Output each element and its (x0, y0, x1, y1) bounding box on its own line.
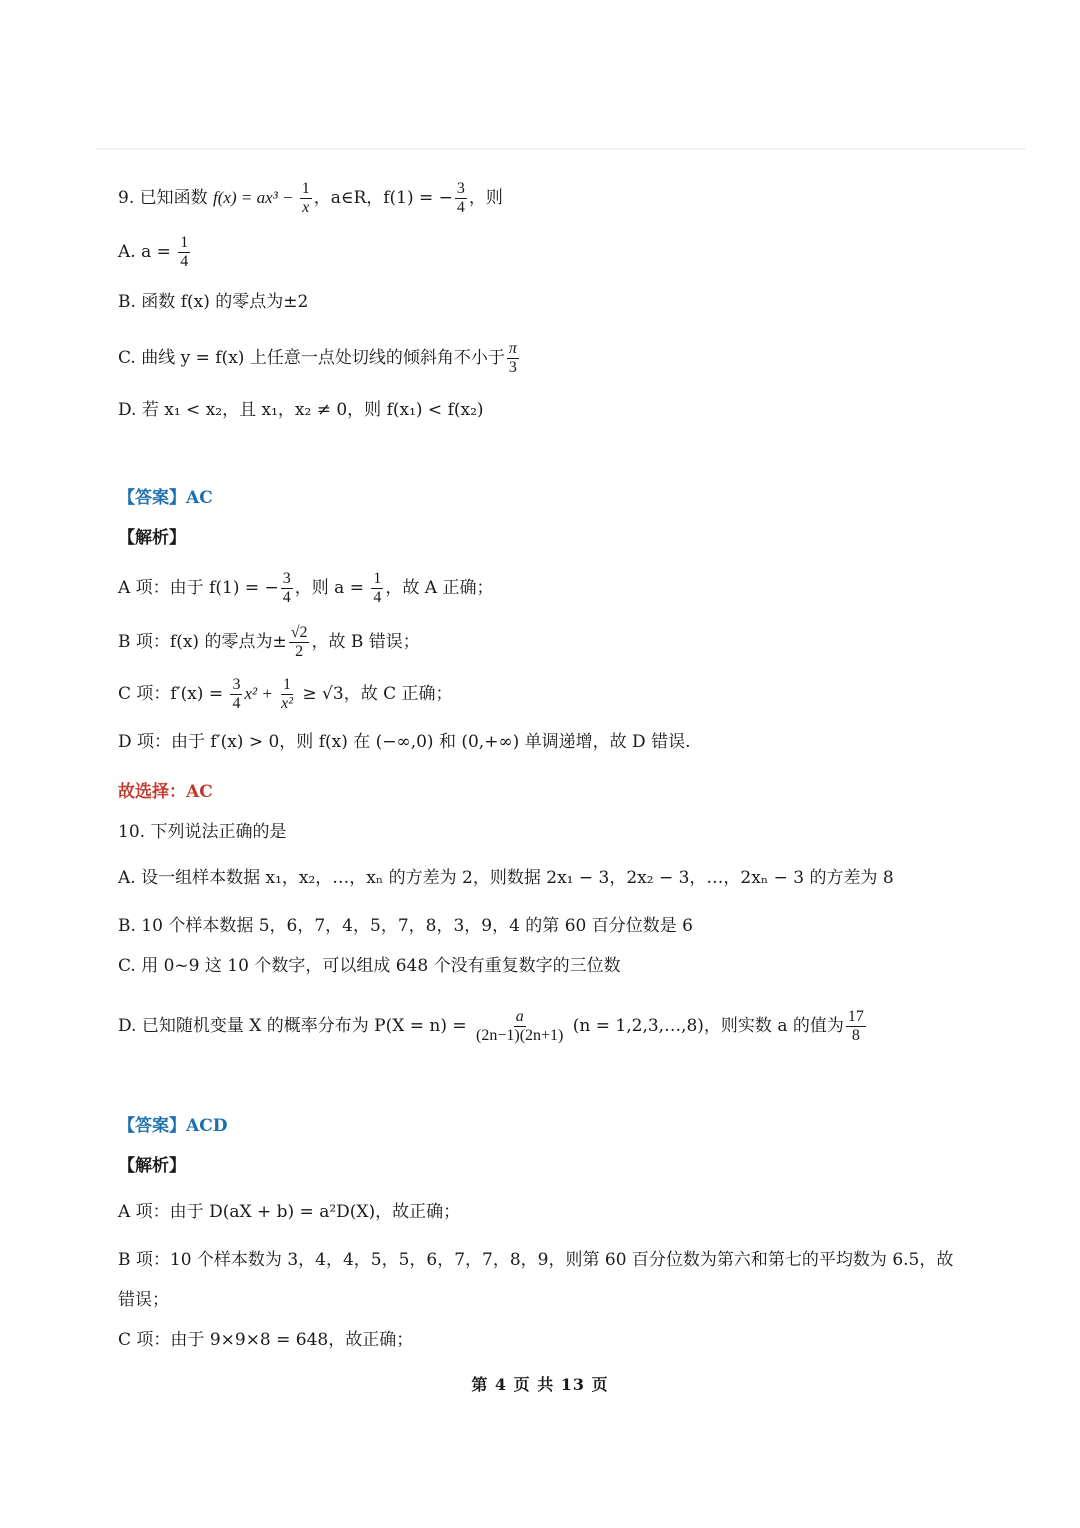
q10-analysis-a: A 项：由于 D(aX + b) = a²D(X)，故正确； (118, 1202, 461, 1222)
frac-num: √2 (290, 624, 308, 641)
analysis-c-prefix: C 项：f′(x) = (118, 684, 229, 704)
frac-den: 4 (232, 695, 241, 712)
frac-den: x² (281, 695, 293, 712)
q9-analysis-b (118, 624, 420, 661)
q9-analysis-d: D 项：由于 f′(x) > 0，则 f(x) 在 (−∞,0) 和 (0,+∞) 单调递增，故 D 错误. (118, 732, 691, 752)
analysis-a-mid: ，则 a = (294, 578, 370, 598)
q9-stem-frac2 (455, 180, 467, 217)
q9-stem-suffix: ，则 (468, 188, 503, 208)
frac-num: 1 (283, 676, 292, 693)
q9-option-c-text: C. 曲线 y = f(x) 上任意一点处切线的倾斜角不小于 (118, 348, 505, 368)
frac-num: 3 (232, 676, 241, 693)
q9-option-a-frac (178, 234, 190, 271)
q9-option-c (118, 340, 521, 377)
analysis-b-prefix: B 项：f(x) 的零点为± (118, 632, 287, 652)
q10-analysis-c: C 项：由于 9×9×8 = 648，故正确； (118, 1330, 414, 1350)
frac-den: 8 (851, 1027, 860, 1044)
q9-stem-mid: ，a∈R，f(1) = − (313, 188, 453, 208)
q10-analysis-b-line2: 错误； (118, 1290, 169, 1310)
q10-analysis-label: 【解析】 (118, 1156, 186, 1176)
q10-answer-label: 【答案】ACD (118, 1116, 228, 1136)
q9-analysis-c (118, 676, 453, 713)
analysis-c-mid: x² + (244, 684, 278, 703)
q9-option-d: D. 若 x₁ < x₂，且 x₁，x₂ ≠ 0，则 f(x₁) < f(x₂) (118, 400, 484, 420)
analysis-a-suffix: ，故 A 正确； (385, 578, 494, 598)
analysis-c-frac2 (279, 676, 295, 713)
q9-analysis-a (118, 570, 493, 607)
q9-stem-function: f(x) = ax³ − (213, 188, 298, 207)
q10-option-d-mid: (n = 1,2,3,…,8)，则实数 a 的值为 (567, 1016, 844, 1036)
frac-den: x (302, 199, 310, 216)
frac-num: 17 (847, 1008, 864, 1025)
q9-answer-label: 【答案】AC (118, 488, 213, 508)
q9-option-a-text: A. a = (118, 242, 177, 262)
analysis-a-prefix: A 项：由于 f(1) = − (118, 578, 279, 598)
frac-den: 4 (456, 199, 465, 216)
page-footer: 第 4 页 共 13 页 (471, 1375, 609, 1394)
q9-analysis-label: 【解析】 (118, 528, 186, 548)
frac-den: (2n−1)(2n+1) (476, 1027, 564, 1044)
analysis-a-frac2 (371, 570, 383, 607)
analysis-b-suffix: ，故 B 错误； (311, 632, 420, 652)
q10-option-b: B. 10 个样本数据 5，6，7，4，5，7，8，3，9，4 的第 60 百分位数是 6 (118, 916, 693, 936)
q10-stem: 10. 下列说法正确的是 (118, 822, 287, 842)
q9-option-b: B. 函数 f(x) 的零点为±2 (118, 292, 309, 312)
frac-den: 2 (295, 643, 304, 660)
q9-stem-frac1 (300, 180, 312, 217)
frac-num: 3 (282, 570, 291, 587)
frac-den: 3 (508, 359, 517, 376)
analysis-a-frac1 (281, 570, 293, 607)
scan-shadow (96, 148, 1026, 150)
q10-option-a: A. 设一组样本数据 x₁，x₂，…，xₙ 的方差为 2，则数据 2x₁ − 3，2x₂ − 3，…，2xₙ − 3 的方差为 8 (118, 868, 894, 888)
frac-den: 4 (180, 253, 189, 270)
q9-option-c-frac (507, 340, 519, 377)
q10-analysis-b-line1: B 项：10 个样本数为 3，4，4，5，5，6，7，7，8，9，则第 60 百分位数为第六和第七的平均数为 6.5，故 (118, 1250, 954, 1270)
frac-num: 1 (180, 234, 189, 251)
frac-num: a (515, 1008, 524, 1025)
q10-option-d (118, 1008, 868, 1045)
q10-option-d-prefix: D. 已知随机变量 X 的概率分布为 P(X = n) = (118, 1016, 473, 1036)
frac-den: 4 (282, 589, 291, 606)
frac-num: π (508, 340, 517, 357)
q10-option-d-frac (474, 1008, 565, 1045)
analysis-c-frac1 (230, 676, 242, 713)
analysis-b-frac (289, 624, 310, 661)
q9-option-a (118, 234, 192, 271)
analysis-c-suffix: ≥ √3，故 C 正确； (297, 684, 453, 704)
q10-option-c: C. 用 0~9 这 10 个数字，可以组成 648 个没有重复数字的三位数 (118, 956, 621, 976)
q9-stem (118, 180, 503, 217)
frac-num: 1 (301, 180, 310, 197)
frac-den: 4 (373, 589, 382, 606)
frac-num: 3 (456, 180, 465, 197)
q10-option-d-frac2 (846, 1008, 866, 1045)
q9-stem-prefix: 9. 已知函数 (118, 188, 208, 208)
frac-num: 1 (373, 570, 382, 587)
q9-choice: 故选择：AC (118, 782, 213, 802)
